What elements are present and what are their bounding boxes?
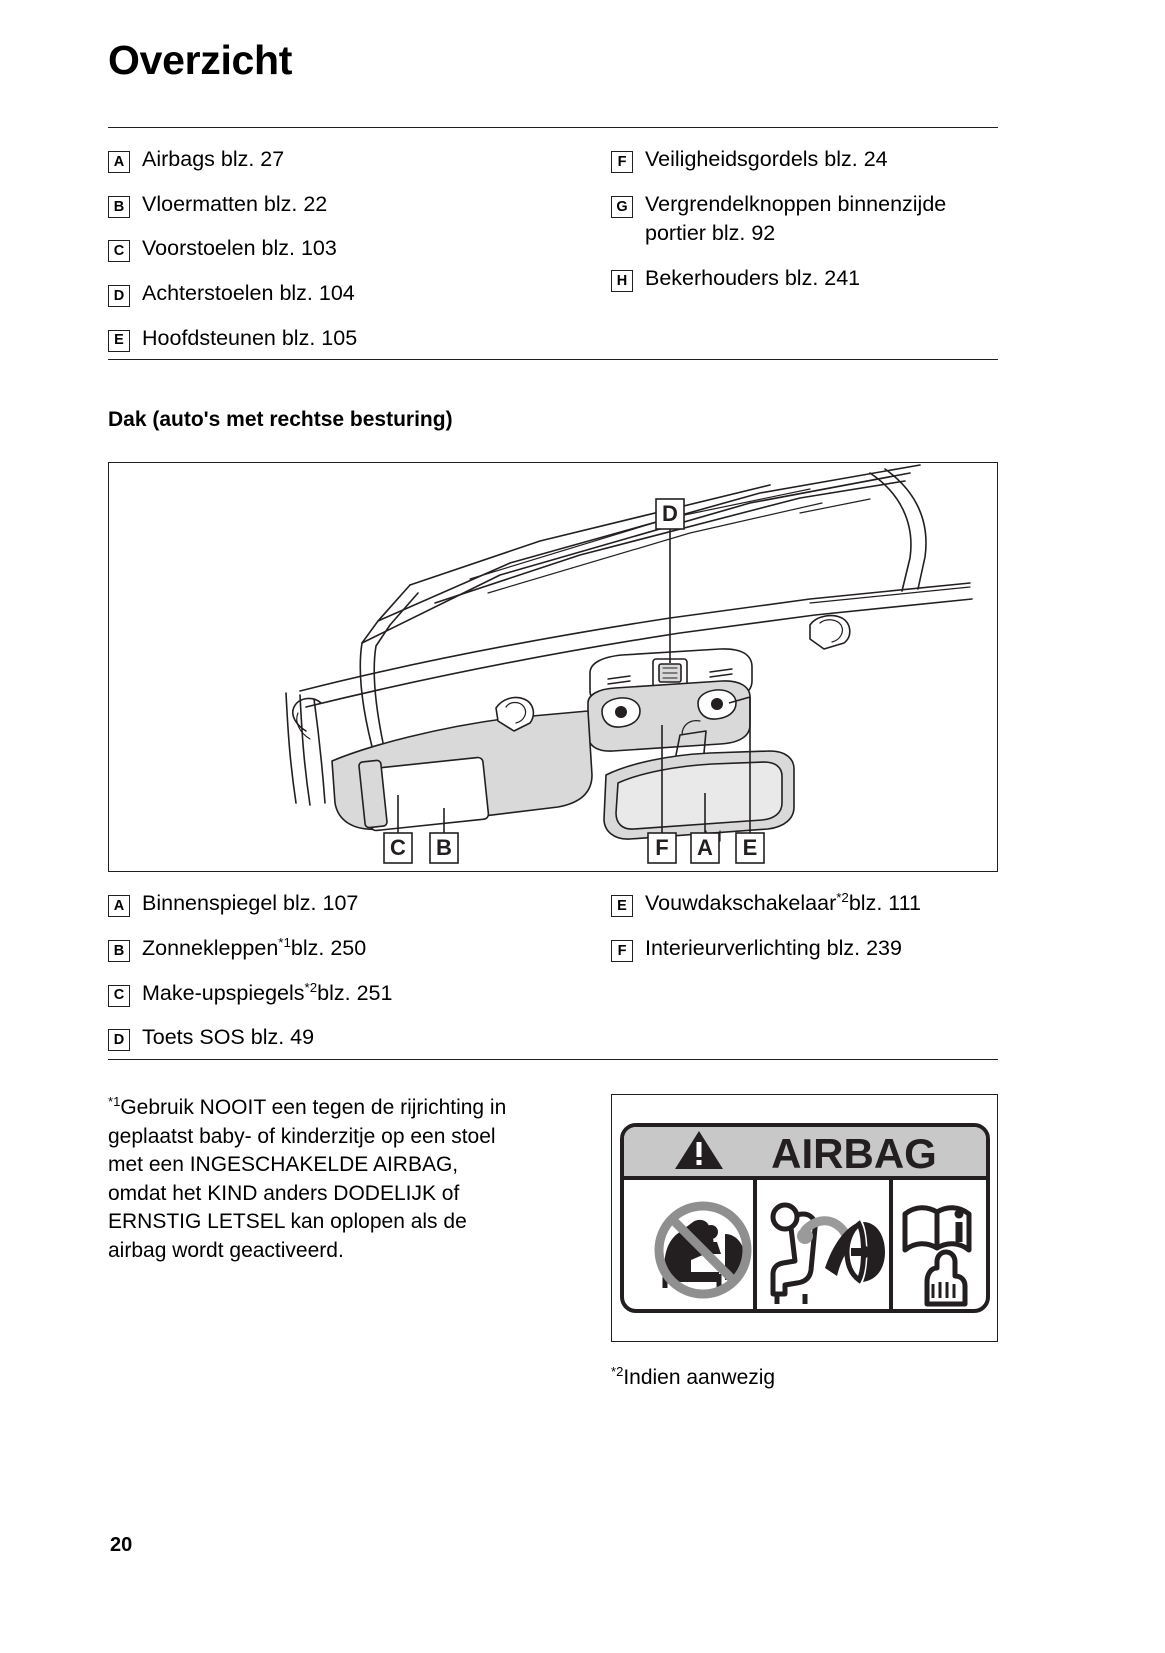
item-label: Vloermatten blz. 22 xyxy=(142,191,328,216)
figure-callout-c xyxy=(384,833,412,863)
list-item[interactable] xyxy=(611,190,998,249)
item-badge-d: D xyxy=(108,1029,130,1051)
footnote-marker: *2 xyxy=(304,979,318,995)
item-badge-g: G xyxy=(611,196,633,218)
item-badge-c: C xyxy=(108,985,130,1007)
item-badge-d: D xyxy=(108,285,130,307)
svg-text:B: B xyxy=(436,835,452,861)
roof-diagram-svg xyxy=(109,463,997,871)
airbag-label-column xyxy=(553,1094,998,1391)
list-item[interactable] xyxy=(611,145,998,175)
page-title: Overzicht xyxy=(108,37,293,83)
airbag-warning-label xyxy=(611,1094,998,1342)
list-item[interactable] xyxy=(108,1023,553,1053)
roof-diagram-figure xyxy=(108,462,998,872)
item-badge-a: A xyxy=(108,151,130,173)
svg-text:D: D xyxy=(662,501,678,527)
item-badge-f: F xyxy=(611,151,633,173)
airbag-label-svg xyxy=(619,1122,991,1314)
item-badge-h: H xyxy=(611,270,633,292)
item-label: Vouwdakschakelaar$^{*2}$blz. 111 xyxy=(645,890,921,916)
item-label: Vergrendelknoppen binnenzijde portier blz. 92 xyxy=(645,191,947,246)
list-item[interactable] xyxy=(611,889,998,919)
figure-callout-a xyxy=(691,833,719,863)
figure-callout-f xyxy=(648,833,676,863)
item-label: Achterstoelen blz. 104 xyxy=(142,281,355,306)
figure-callout-d xyxy=(656,499,684,529)
list-item[interactable] xyxy=(108,145,553,175)
footnote-marker: *1 xyxy=(278,934,291,950)
footnote-two-marker: *2 xyxy=(611,1364,624,1379)
item-badge-a: A xyxy=(108,895,130,917)
item-badge-f: F xyxy=(611,940,633,962)
item-badge-c: C xyxy=(108,240,130,262)
airbag-label-text: AIRBAG xyxy=(770,1130,937,1177)
list-item[interactable] xyxy=(108,889,553,919)
item-badge-b: B xyxy=(108,940,130,962)
roof-reference-list xyxy=(108,872,998,1059)
item-label: Zonnekleppen$^{*1}$blz. 250 xyxy=(142,934,367,961)
roof-list-right-column xyxy=(553,889,998,1053)
list-item[interactable] xyxy=(108,934,553,964)
footnote-one xyxy=(108,1094,553,1391)
interior-reference-list xyxy=(108,128,998,359)
item-label: Veiligheidsgordels blz. 24 xyxy=(645,147,888,172)
footnote-one-text: Gebruik NOOIT een tegen de rijrichting in geplaatst baby- of kinderzitje op een stoel met een INGESCHAKELDE AIRBAG, omdat het KIND anders DODELIJK of ERNSTIG LETSEL kan oplopen als de airbag wordt geactiveerd. xyxy=(108,1096,507,1262)
interior-list-right-column xyxy=(553,145,998,353)
item-label: Binnenspiegel blz. 107 xyxy=(142,891,359,916)
list-item[interactable] xyxy=(611,264,998,294)
roof-list-left-column xyxy=(108,889,553,1053)
svg-text:A: A xyxy=(697,835,713,861)
item-label: Interieurverlichting blz. 239 xyxy=(645,936,902,961)
list-item[interactable] xyxy=(611,934,998,964)
item-label: Airbags blz. 27 xyxy=(142,147,285,172)
item-label: Make-upspiegels$^{*2}$blz. 251 xyxy=(142,979,393,1005)
svg-text:F: F xyxy=(655,835,669,861)
item-label: Hoofdsteunen blz. 105 xyxy=(142,325,358,350)
interior-list-left-column xyxy=(108,145,553,353)
list-item[interactable] xyxy=(108,324,553,354)
figure-callout-e xyxy=(736,833,764,863)
item-badge-e: E xyxy=(611,895,633,917)
footnote-section xyxy=(108,1060,998,1391)
item-badge-b: B xyxy=(108,196,130,218)
item-label: Bekerhouders blz. 241 xyxy=(645,266,861,291)
footnote-marker: *2 xyxy=(836,890,849,906)
svg-text:E: E xyxy=(742,835,758,861)
footnote-one-marker: *1 xyxy=(108,1094,121,1109)
svg-text:C: C xyxy=(390,835,406,861)
footnote-two-text: Indien aanwezig xyxy=(623,1366,776,1389)
item-badge-e: E xyxy=(108,330,130,352)
list-item[interactable] xyxy=(108,234,553,264)
list-item[interactable] xyxy=(108,979,553,1009)
figure-callout-b xyxy=(430,833,458,863)
item-label: Toets SOS blz. 49 xyxy=(142,1025,315,1050)
footnote-two xyxy=(611,1342,998,1391)
list-item[interactable] xyxy=(108,190,553,220)
item-label: Voorstoelen blz. 103 xyxy=(142,236,337,261)
page-number: 20 xyxy=(110,1534,133,1556)
list-item[interactable] xyxy=(108,279,553,309)
page-content xyxy=(108,0,998,1391)
section-heading-roof: Dak (auto's met rechtse besturing) xyxy=(108,408,453,432)
